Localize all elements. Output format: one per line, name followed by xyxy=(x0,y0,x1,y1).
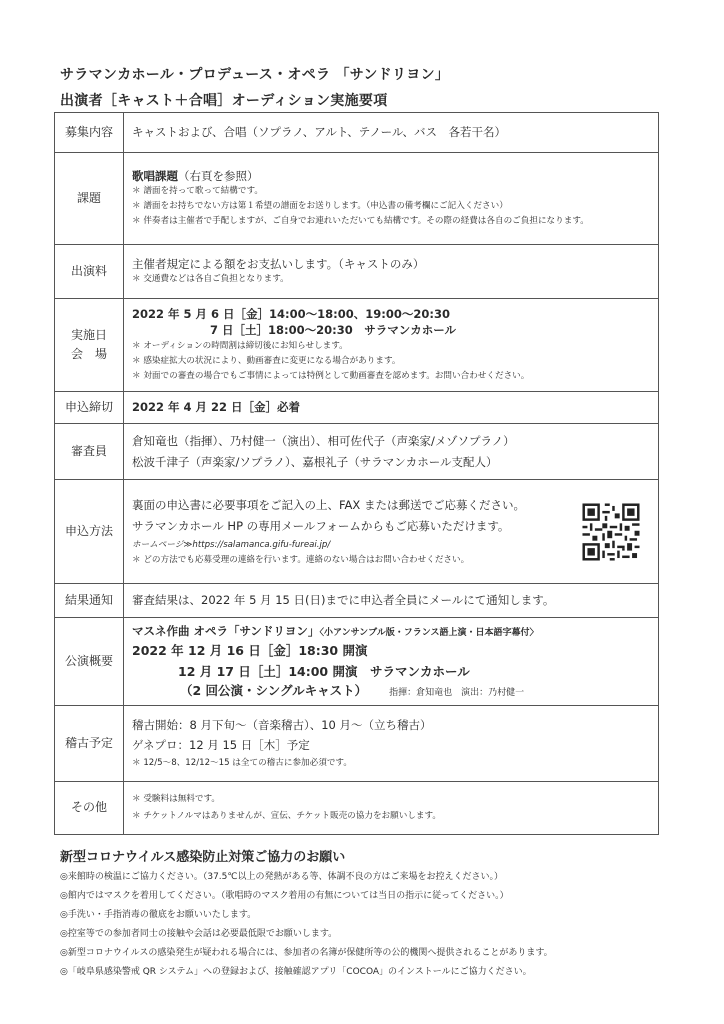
task-note-1: ＊ 譜面を持って歌って結構です。 xyxy=(132,186,263,197)
apply-note: ＊ どの方法でも応募受理の連絡を行います。連絡のない場合はお問い合わせください。 xyxy=(132,554,470,565)
label-venue: 会 場 xyxy=(70,347,107,361)
row-result xyxy=(55,584,659,618)
row-recruit xyxy=(55,113,659,153)
performance-line-2: 12 月 17 日［土］14:00 開演 サラマンカホール xyxy=(178,663,470,679)
row-apply xyxy=(55,480,659,584)
fee-note: ＊ 交通費などは各自ご負担となります。 xyxy=(132,274,289,285)
rehearsal-line-1: 稽古開始：8 月下旬～（音楽稽古）、10 月～（立ち稽古） xyxy=(132,718,432,733)
row-performance xyxy=(55,618,659,706)
label-result: 結果通知 xyxy=(55,584,124,618)
row-deadline xyxy=(55,392,659,424)
performance-line-1: 2022 年 12 月 16 日［金］18:30 開演 xyxy=(132,642,368,658)
task-note-2: ＊ 譜面をお持ちでない方は第１希望の譜面をお送りします。（申込書の備考欄にご記入ください） xyxy=(132,201,508,212)
document-title: サラマンカホール・プロデュース・オペラ 「サンドリヨン」 xyxy=(60,67,450,83)
performance-title-note: 〈小アンサンブル版・フランス語上演・日本語字幕付〉 xyxy=(319,627,539,638)
covid-item-1: ◎来館時の検温にご協力ください。（37.5℃以上の発熱がある等、体調不良の方はご来場をお控えください。） xyxy=(60,872,504,882)
qr-code-icon[interactable] xyxy=(580,501,642,563)
requirements-table xyxy=(54,112,659,835)
schedule-line-2: 7 日［土］18:00～20:30 サラマンカホール xyxy=(210,323,456,338)
judges-line-2: 松波千津子（声楽家/ソプラノ）、嘉根礼子（サラマンカホール支配人） xyxy=(132,454,498,469)
apply-url[interactable]: ホームページ≫https://salamanca.gifu-fureai.jp/ xyxy=(132,539,331,550)
row-schedule xyxy=(55,299,659,392)
label-other: その他 xyxy=(55,782,124,835)
covid-heading: 新型コロナウイルス感染防止対策ご協力のお願い xyxy=(60,850,346,865)
row-rehearsal xyxy=(55,706,659,782)
task-heading-note: （右頁を参照） xyxy=(178,168,259,183)
task-heading: 歌唱課題 xyxy=(132,168,178,183)
label-date: 実施日 xyxy=(70,327,107,342)
apply-line-1: 裏面の申込書に必要事項をご記入の上、FAX または郵送でご応募ください。 xyxy=(132,498,525,513)
fee-text: 主催者規定による額をお支払いします。（キャストのみ） xyxy=(132,256,425,271)
document-subtitle: 出演者［キャスト＋合唱］オーディション実施要項 xyxy=(60,93,388,109)
covid-item-2: ◎館内ではマスクを着用してください。（歌唱時のマスク着用の有無については当日の指示に従ってください。） xyxy=(60,891,509,901)
row-fee xyxy=(55,245,659,299)
recruit-text: キャストおよび、合唱（ソプラノ、アルト、テノール、バス 各若干名） xyxy=(132,125,506,140)
schedule-note-2: ＊ 感染症拡大の状況により、動画審査に変更になる場合があります。 xyxy=(132,356,401,367)
judges-line-1: 倉知竜也（指揮）、乃村健一（演出）、相可佐代子（声楽家/メゾソプラノ） xyxy=(132,434,515,449)
performance-title: マスネ作曲 オペラ「サンドリヨン」 xyxy=(132,623,320,638)
result-text: 審査結果は、2022 年 5 月 15 日(日)までに申込者全員にメールにて通知します。 xyxy=(132,593,555,608)
label-performance: 公演概要 xyxy=(55,618,124,706)
other-note-2: ＊ チケットノルマはありませんが、宣伝、チケット販売の協力をお願いします。 xyxy=(132,811,442,821)
rehearsal-note: ＊ 12/5～8、12/12～15 は全ての稽古に参加必須です。 xyxy=(132,757,352,768)
rehearsal-line-2: ゲネプロ：12 月 15 日［木］予定 xyxy=(132,737,310,752)
schedule-line-1: 2022 年 5 月 6 日［金］14:00～18:00、19:00～20:30 xyxy=(132,306,450,321)
label-rehearsal: 稽古予定 xyxy=(55,706,124,782)
deadline-text: 2022 年 4 月 22 日［金］必着 xyxy=(132,400,301,415)
apply-line-2: サラマンカホール HP の専用メールフォームからもご応募いただけます。 xyxy=(132,519,510,534)
covid-item-3: ◎手洗い・手指消毒の徹底をお願いいたします。 xyxy=(60,910,257,920)
label-fee: 出演料 xyxy=(55,245,124,299)
row-other xyxy=(55,782,659,835)
performance-staff: 指揮：倉知竜也 演出：乃村健一 xyxy=(389,688,525,699)
row-task xyxy=(55,153,659,245)
covid-item-5: ◎新型コロナウイルスの感染発生が疑われる場合には、参加者の名簿が保健所等の公的機関へ提供されることがあります。 xyxy=(60,948,553,958)
covid-notice xyxy=(60,846,670,982)
task-note-3: ＊ 伴奏者は主催者で手配しますが、ご自身でお連れいただいても結構です。その際の経費は各自のご負担になります。 xyxy=(132,216,589,227)
label-task: 課題 xyxy=(55,153,124,245)
other-note-1: ＊ 受験料は無料です。 xyxy=(132,793,220,804)
performance-line-3: （2 回公演・シングルキャスト） xyxy=(180,683,368,699)
covid-item-6: ◎「岐阜県感染警戒 QR システム」への登録および、接触確認アプリ「COCOA」のインストールにご協力ください。 xyxy=(60,967,532,977)
label-deadline: 申込締切 xyxy=(55,392,124,424)
label-judges: 審査員 xyxy=(55,424,124,480)
covid-item-4: ◎控室等での参加者同士の接触や会話は必要最低限でお願いします。 xyxy=(60,929,338,939)
row-judges xyxy=(55,424,659,480)
label-apply: 申込方法 xyxy=(55,480,124,584)
schedule-note-3: ＊ 対面での審査の場合でもご事情によっては特例として動画審査を認めます。お問い合わせください。 xyxy=(132,371,530,382)
label-recruit: 募集内容 xyxy=(55,113,124,153)
schedule-note-1: ＊ オーディションの時間割は締切後にお知らせします。 xyxy=(132,341,348,352)
